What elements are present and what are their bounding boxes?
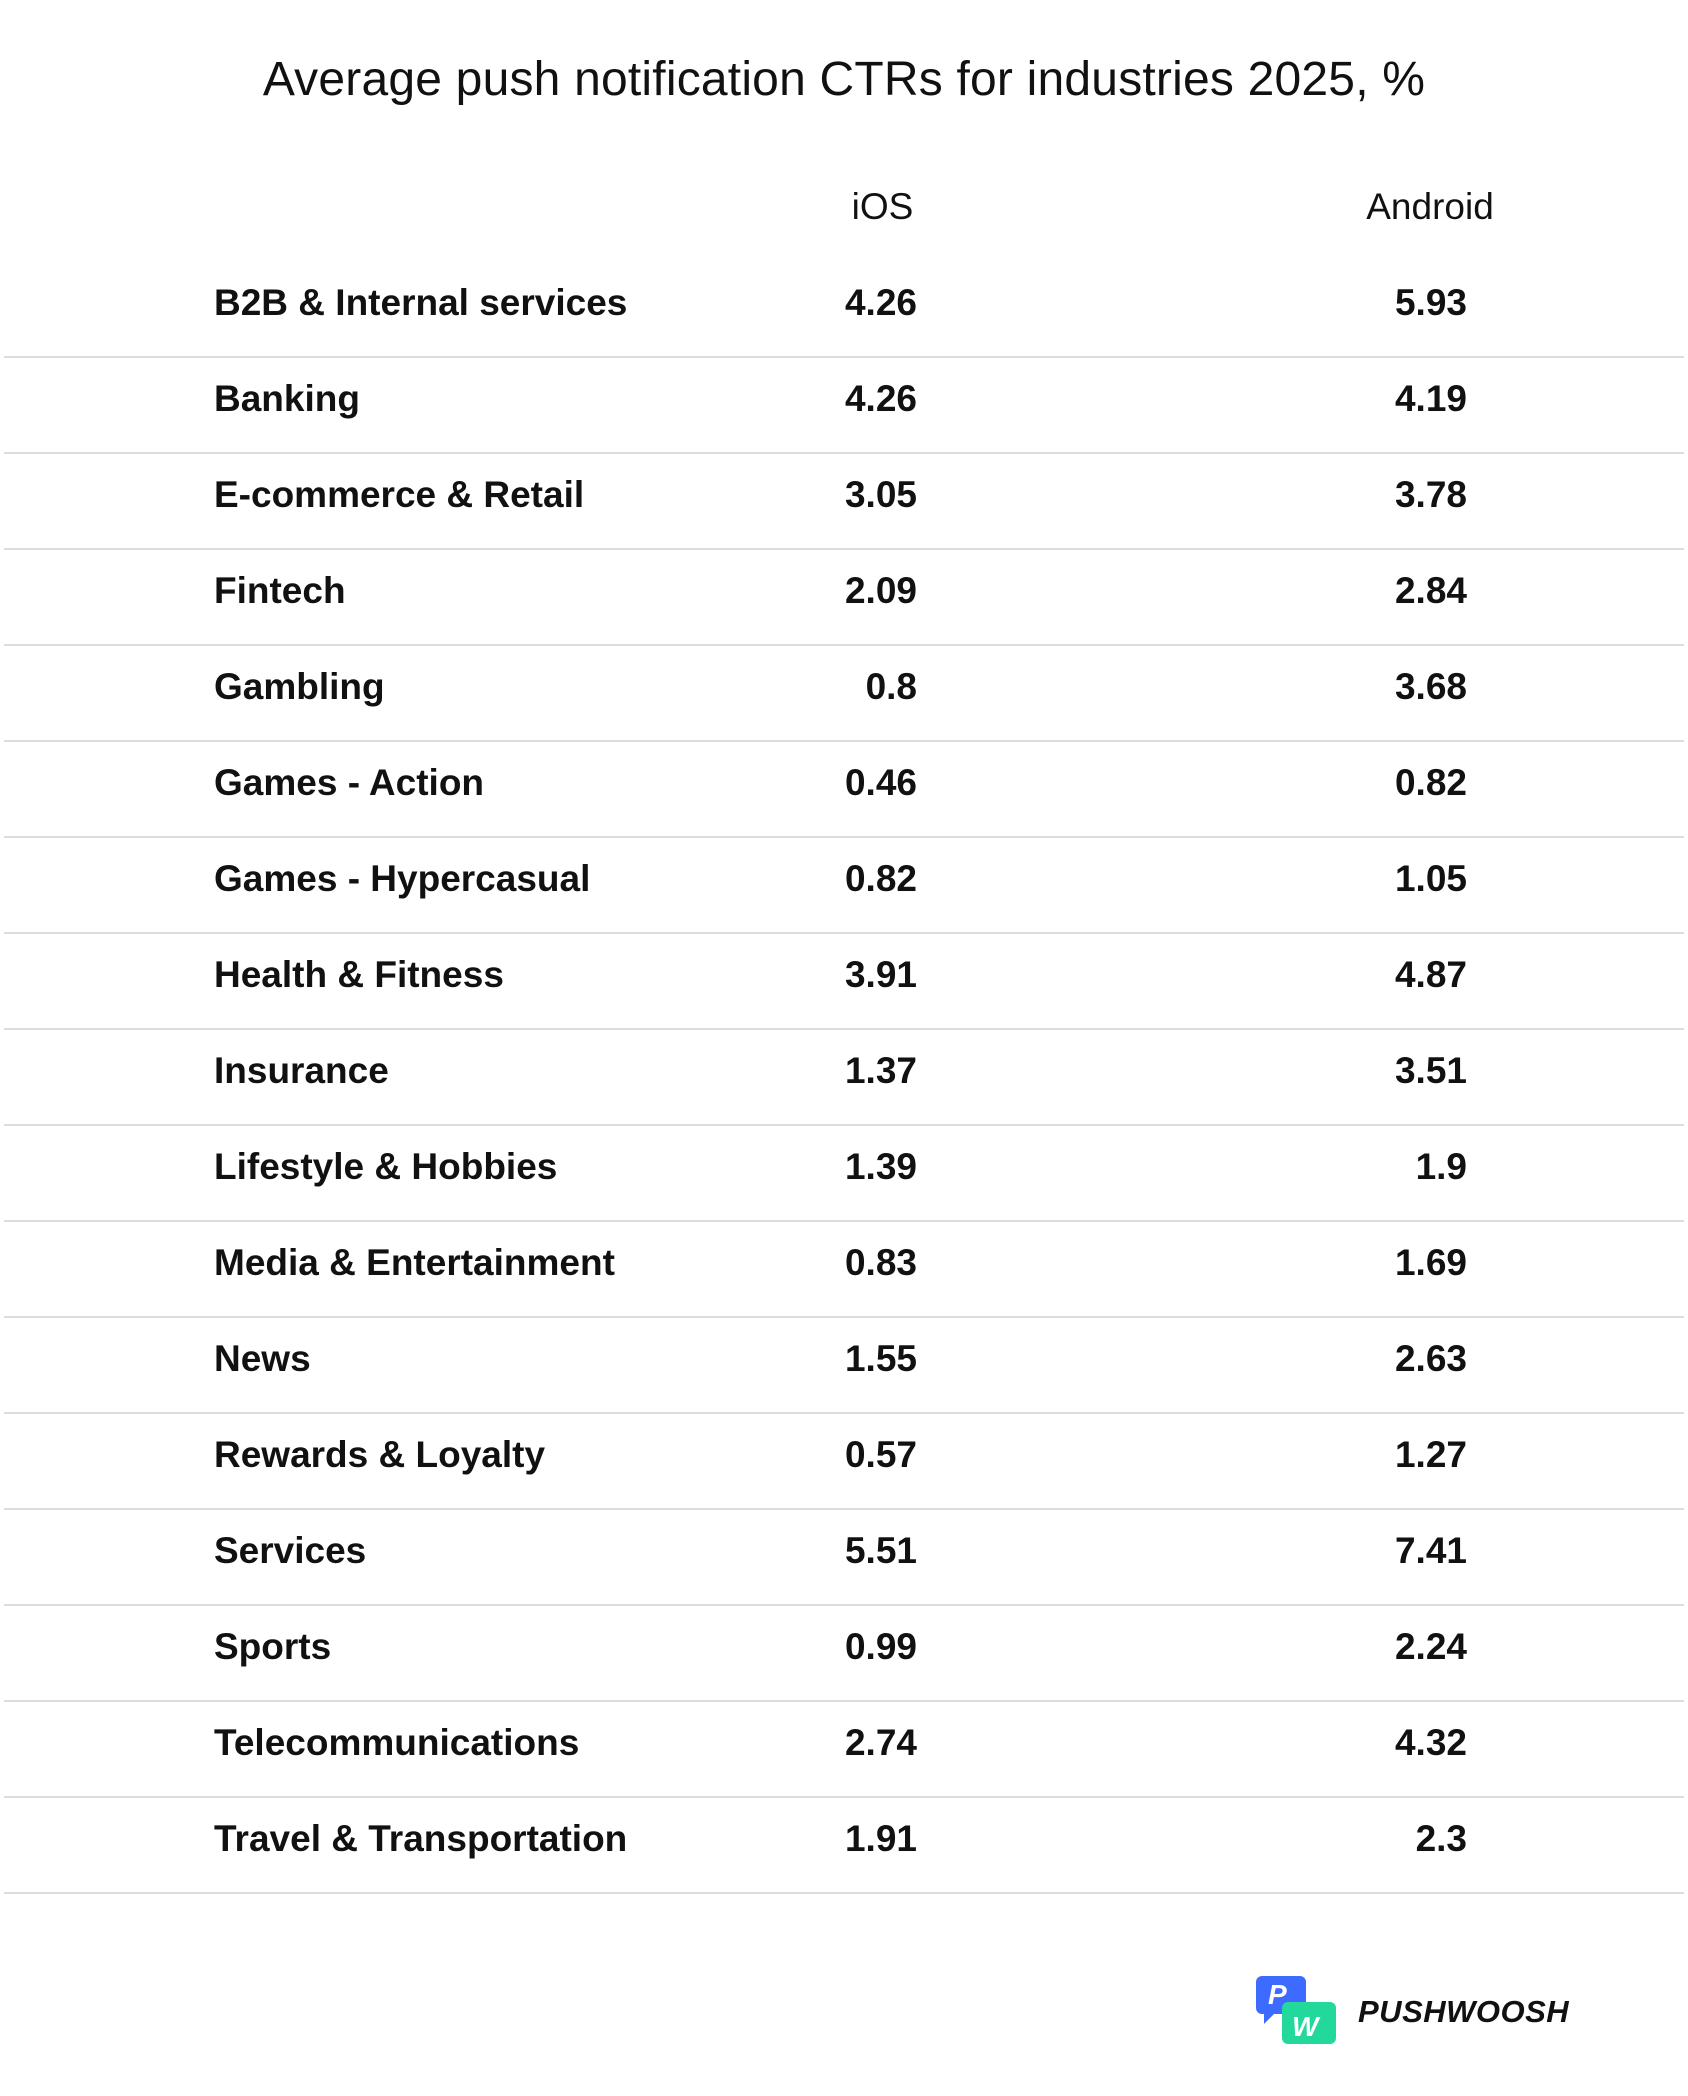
ios-ctr-value: 0.82 xyxy=(844,858,917,899)
android-ctr-value: 7.41 xyxy=(1394,1530,1467,1571)
table-row xyxy=(0,646,1688,742)
industry-name: News xyxy=(214,1338,311,1379)
ios-ctr-value: 0.57 xyxy=(844,1434,917,1475)
ios-ctr-value: 1.37 xyxy=(844,1050,917,1091)
industry-name: Games - Action xyxy=(214,762,485,803)
logo-letter-w: W xyxy=(1292,2011,1319,2042)
industry-name: Banking xyxy=(214,378,360,419)
industry-name: Fintech xyxy=(214,570,346,611)
android-ctr-value: 4.87 xyxy=(1394,954,1467,995)
industry-name: Lifestyle & Hobbies xyxy=(214,1146,558,1187)
ios-ctr-value: 3.91 xyxy=(844,954,917,995)
industry-name: Gambling xyxy=(214,666,385,707)
ios-ctr-value: 4.26 xyxy=(844,378,917,419)
android-ctr-value: 1.9 xyxy=(1415,1146,1467,1187)
pushwoosh-logo-icon xyxy=(1256,1972,1356,2052)
android-ctr-value: 2.3 xyxy=(1415,1818,1467,1859)
industry-name: Health & Fitness xyxy=(214,954,504,995)
table-row xyxy=(0,934,1688,1030)
table-row xyxy=(0,838,1688,934)
ios-ctr-value: 3.05 xyxy=(844,474,917,515)
ios-ctr-value: 2.74 xyxy=(844,1722,917,1763)
industry-name: B2B & Internal services xyxy=(214,282,628,323)
industry-name: Services xyxy=(214,1530,367,1571)
ios-ctr-value: 5.51 xyxy=(844,1530,917,1571)
industry-name: Media & Entertainment xyxy=(214,1242,615,1283)
ios-ctr-value: 2.09 xyxy=(844,570,917,611)
pushwoosh-logo xyxy=(1256,1972,1570,2052)
industry-name: Insurance xyxy=(214,1050,389,1091)
industry-name: Telecommunications xyxy=(214,1722,580,1763)
logo-letter-p: P xyxy=(1268,1979,1287,2010)
table-row xyxy=(0,1030,1688,1126)
industry-name: Rewards & Loyalty xyxy=(214,1434,546,1475)
android-ctr-value: 1.05 xyxy=(1394,858,1467,899)
android-ctr-value: 0.82 xyxy=(1394,762,1467,803)
table-row xyxy=(0,454,1688,550)
ios-ctr-value: 1.39 xyxy=(844,1146,917,1187)
table-row xyxy=(0,358,1688,454)
table-row xyxy=(0,262,1688,358)
table-row xyxy=(0,1798,1688,1894)
ios-ctr-value: 0.8 xyxy=(865,666,917,707)
table-row xyxy=(0,1414,1688,1510)
android-ctr-value: 1.69 xyxy=(1394,1242,1467,1283)
ios-ctr-value: 1.55 xyxy=(844,1338,917,1379)
android-ctr-value: 2.24 xyxy=(1394,1626,1467,1667)
ios-ctr-value: 4.26 xyxy=(844,282,917,323)
android-ctr-value: 3.78 xyxy=(1394,474,1467,515)
column-header-ios: iOS xyxy=(851,186,914,227)
android-ctr-value: 5.93 xyxy=(1394,282,1467,323)
table-row xyxy=(0,1702,1688,1798)
industry-name: E-commerce & Retail xyxy=(214,474,585,515)
ios-ctr-value: 0.46 xyxy=(844,762,917,803)
ios-ctr-value: 1.91 xyxy=(844,1818,917,1859)
chart-title: Average push notification CTRs for industries 2025, % xyxy=(262,53,1426,106)
android-ctr-value: 4.19 xyxy=(1394,378,1467,419)
table-row xyxy=(0,1606,1688,1702)
column-header-android: Android xyxy=(1366,186,1494,227)
android-ctr-value: 4.32 xyxy=(1394,1722,1467,1763)
table-row xyxy=(0,550,1688,646)
android-ctr-value: 2.84 xyxy=(1394,570,1467,611)
table-row xyxy=(0,1126,1688,1222)
android-ctr-value: 2.63 xyxy=(1394,1338,1467,1379)
row-divider xyxy=(4,1892,1684,1894)
table-row xyxy=(0,1318,1688,1414)
table-row xyxy=(0,1222,1688,1318)
industry-name: Games - Hypercasual xyxy=(214,858,591,899)
brand-name: PUSHWOOSH xyxy=(1358,1994,1570,2029)
table-row xyxy=(0,742,1688,838)
ios-ctr-value: 0.83 xyxy=(844,1242,917,1283)
ios-ctr-value: 0.99 xyxy=(844,1626,917,1667)
android-ctr-value: 1.27 xyxy=(1394,1434,1467,1475)
industry-name: Sports xyxy=(214,1626,332,1667)
table-row xyxy=(0,1510,1688,1606)
android-ctr-value: 3.68 xyxy=(1394,666,1467,707)
android-ctr-value: 3.51 xyxy=(1394,1050,1467,1091)
industry-name: Travel & Transportation xyxy=(214,1818,628,1859)
